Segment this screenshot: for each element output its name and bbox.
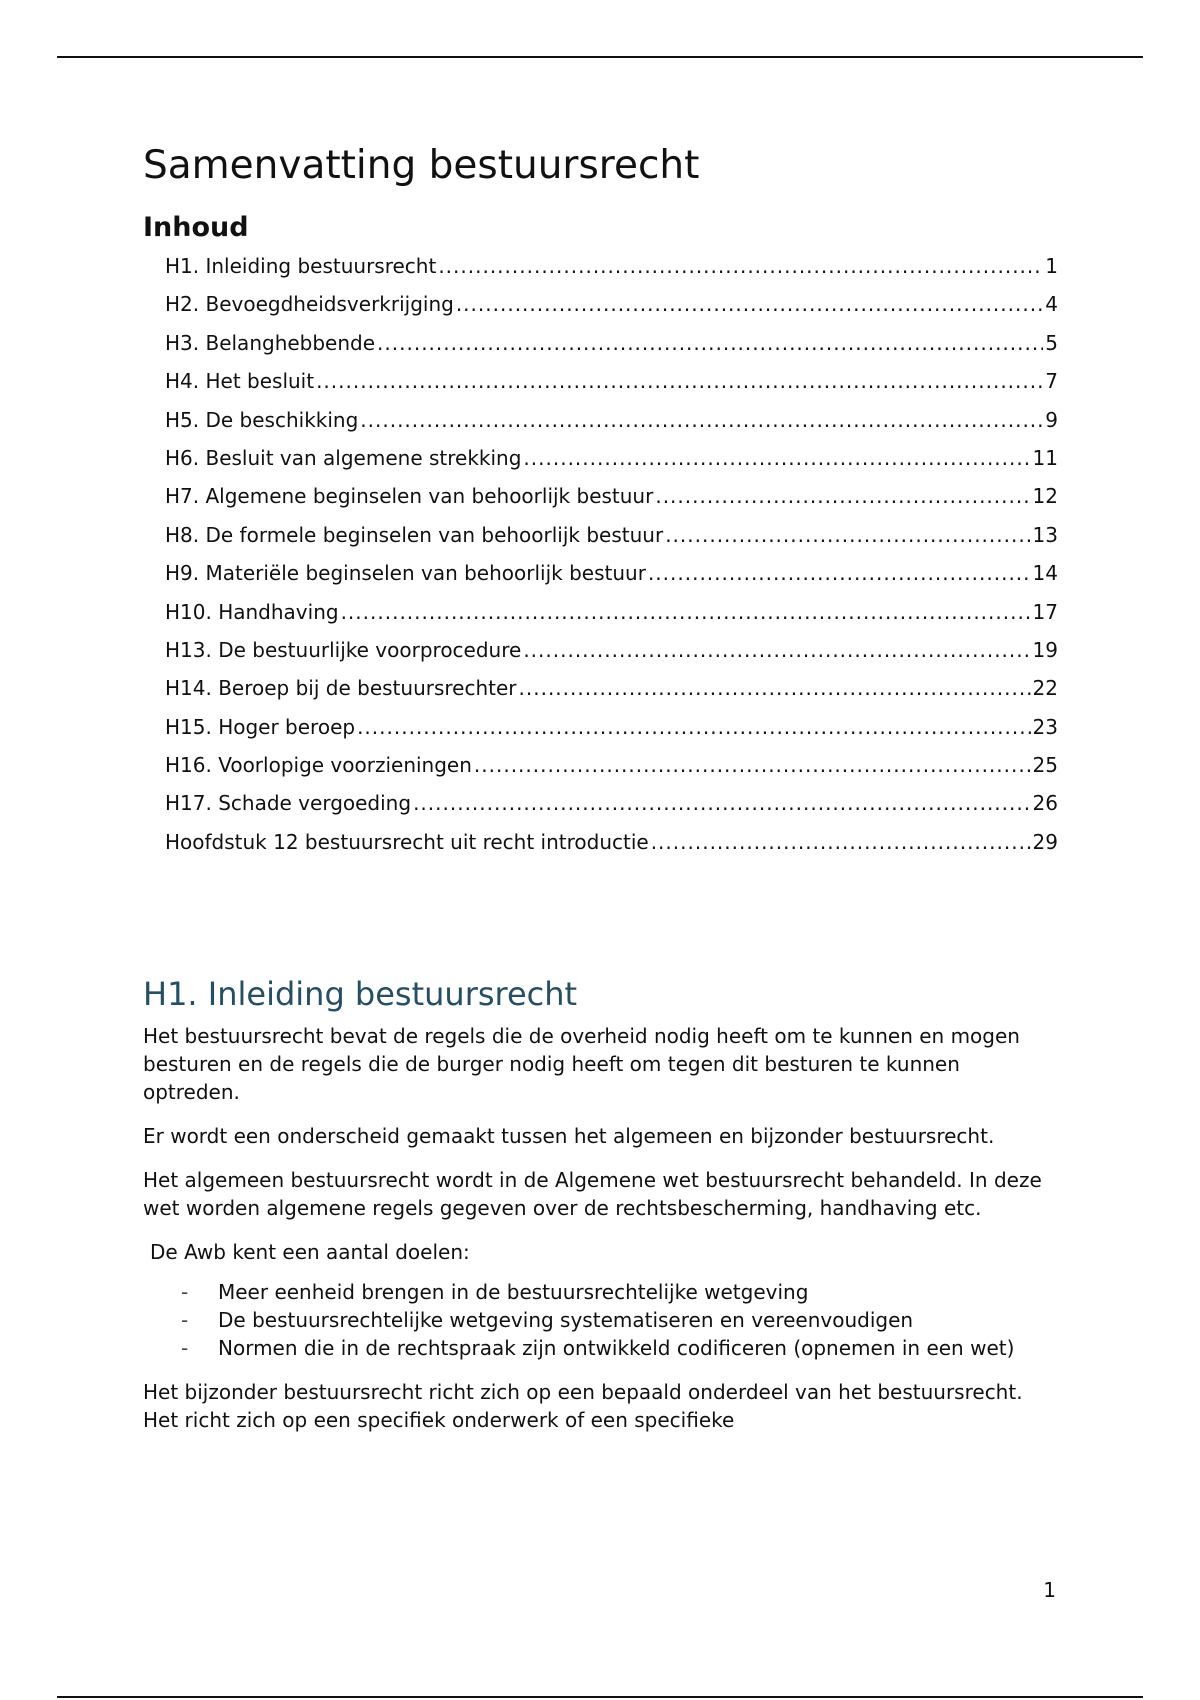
toc-entry-page: 1 (1045, 254, 1058, 278)
toc-leader-dots (360, 408, 1043, 432)
toc-leader-dots (648, 561, 1031, 585)
toc-entry[interactable] (165, 830, 1058, 868)
bullet-dash-icon: - (181, 1308, 189, 1333)
toc-heading: Inhoud (143, 212, 249, 243)
page-top-rule (57, 56, 1143, 58)
toc-leader-dots (341, 600, 1031, 624)
toc-entry[interactable] (165, 292, 1058, 330)
paragraph: Het bestuursrecht bevat de regels die de overheid nodig heeft om te kunnen en mogen besturen en de regels die de burger nodig heeft om tegen dit besturen te kunnen optreden. (143, 1024, 1020, 1105)
toc-leader-dots (523, 446, 1030, 470)
toc-entry[interactable] (165, 791, 1058, 829)
toc-entry-label: H9. Materiële beginselen van behoorlijk bestuur (165, 561, 646, 586)
toc-entry-label: H7. Algemene beginselen van behoorlijk bestuur (165, 484, 654, 509)
list-item-text: De bestuursrechtelijke wetgeving systematiseren en vereenvoudigen (218, 1308, 914, 1333)
toc-entry-label: H16. Voorlopige voorzieningen (165, 753, 472, 778)
toc-entry-page: 23 (1032, 714, 1058, 739)
toc-entry[interactable] (165, 715, 1058, 753)
toc-leader-dots (655, 484, 1030, 508)
toc-entry[interactable] (165, 446, 1058, 484)
table-of-contents (143, 254, 1058, 868)
toc-entry-label: Hoofdstuk 12 bestuursrecht uit recht introductie (165, 829, 649, 854)
goals-intro: De Awb kent een aantal doelen: (150, 1240, 470, 1265)
paragraph: Het algemeen bestuursrecht wordt in de Algemene wet bestuursrecht behandeld. In deze wet worden algemene regels gegeven over de rechtsbescherming, handhaving etc. (143, 1168, 1042, 1221)
goals-list (143, 1278, 1058, 1362)
toc-entry-label: H2. Bevoegdheidsverkrijging (165, 292, 454, 317)
toc-leader-dots (377, 331, 1043, 355)
page-number: 1 (1043, 1578, 1056, 1602)
toc-entry-label: H13. De bestuurlijke voorprocedure (165, 637, 522, 662)
toc-leader-dots (665, 523, 1030, 547)
toc-entry-page: 5 (1045, 330, 1058, 355)
toc-entry[interactable] (165, 484, 1058, 522)
toc-entry[interactable] (165, 753, 1058, 791)
toc-leader-dots (413, 791, 1030, 815)
bullet-dash-icon: - (181, 1336, 189, 1361)
toc-entry-label: H8. De formele beginselen van behoorlijk bestuur (165, 522, 664, 547)
toc-entry-label: H1. Inleiding bestuursrecht (165, 254, 437, 278)
paragraph: Het bijzonder bestuursrecht richt zich op een bepaald onderdeel van het bestuursrecht. Het richt zich op een specifiek onderwerk of een specifieke (143, 1380, 1023, 1433)
bullet-dash-icon: - (181, 1280, 189, 1305)
toc-entry-label: H3. Belanghebbende (165, 330, 376, 355)
section-heading-h1: H1. Inleiding bestuursrecht (143, 975, 578, 1014)
toc-entry[interactable] (165, 408, 1058, 446)
toc-entry-page: 4 (1045, 292, 1058, 317)
toc-leader-dots (438, 254, 1043, 278)
toc-leader-dots (651, 830, 1031, 854)
list-item (181, 1306, 1058, 1334)
toc-entry[interactable] (165, 638, 1058, 676)
toc-entry-label: H6. Besluit van algemene strekking (165, 445, 522, 470)
toc-entry-page: 9 (1045, 407, 1058, 432)
toc-entry-page: 29 (1032, 829, 1058, 854)
toc-entry[interactable] (165, 523, 1058, 561)
toc-leader-dots (474, 753, 1031, 777)
toc-entry-page: 11 (1032, 445, 1058, 470)
toc-entry-page: 17 (1032, 599, 1058, 624)
page-bottom-rule (57, 1696, 1143, 1698)
toc-entry-page: 26 (1032, 791, 1058, 816)
toc-entry-page: 19 (1032, 637, 1058, 662)
toc-entry-page: 7 (1045, 369, 1058, 394)
toc-entry-label: H15. Hoger beroep (165, 714, 356, 739)
toc-entry-label: H14. Beroep bij de bestuursrechter (165, 676, 517, 701)
document-title: Samenvatting bestuursrecht (143, 143, 700, 188)
toc-entry-page: 22 (1032, 676, 1058, 701)
document-body (143, 140, 1058, 1450)
list-item (181, 1278, 1058, 1306)
toc-leader-dots (357, 715, 1030, 739)
toc-entry[interactable] (165, 561, 1058, 599)
toc-leader-dots (456, 292, 1043, 316)
toc-entry[interactable] (165, 331, 1058, 369)
list-item (181, 1334, 1058, 1362)
toc-entry-page: 12 (1032, 484, 1058, 509)
toc-entry-label: H4. Het besluit (165, 369, 315, 394)
toc-entry-page: 25 (1032, 753, 1058, 778)
toc-entry[interactable] (165, 369, 1058, 407)
toc-leader-dots (519, 676, 1031, 700)
toc-leader-dots (523, 638, 1030, 662)
toc-entry[interactable] (165, 254, 1058, 292)
list-item-text: Meer eenheid brengen in de bestuursrechtelijke wetgeving (218, 1280, 809, 1305)
toc-leader-dots (316, 369, 1043, 393)
toc-entry-page: 13 (1032, 522, 1058, 547)
list-item-text: Normen die in de rechtspraak zijn ontwikkeld codificeren (opnemen in een wet) (218, 1336, 1015, 1361)
toc-entry[interactable] (165, 600, 1058, 638)
toc-entry-label: H10. Handhaving (165, 599, 339, 624)
toc-entry-label: H17. Schade vergoeding (165, 791, 412, 816)
toc-entry-label: H5. De beschikking (165, 407, 359, 432)
paragraph: Er wordt een onderscheid gemaakt tussen het algemeen en bijzonder bestuursrecht. (143, 1124, 995, 1149)
toc-entry-page: 14 (1032, 561, 1058, 586)
toc-entry[interactable] (165, 676, 1058, 714)
